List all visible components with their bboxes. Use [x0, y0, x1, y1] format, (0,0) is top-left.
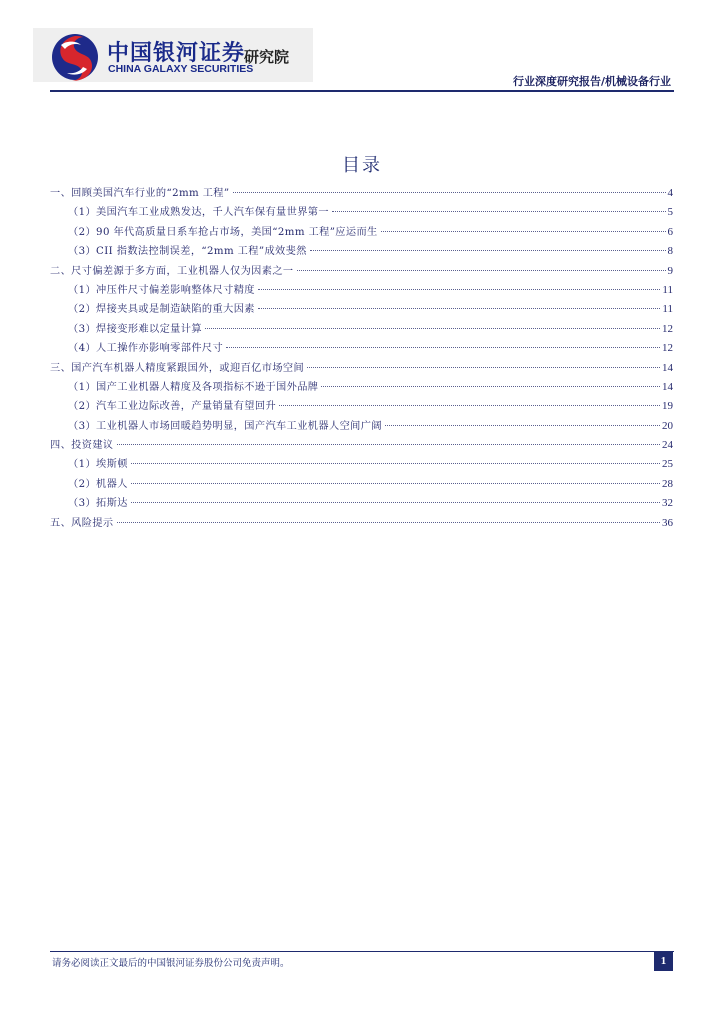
toc-entry-page: 32 — [662, 497, 673, 510]
toc-entry-page: 6 — [667, 225, 673, 238]
toc-dot-leader — [321, 386, 660, 387]
toc-entry[interactable] — [50, 262, 673, 281]
toc-entry-title: （1）美国汽车工业成熟发达，千人汽车保有量世界第一 — [68, 207, 329, 219]
toc-entry-title: 一、回顾美国汽车行业的“2mm 工程” — [50, 188, 230, 199]
toc-entry-page: 8 — [667, 245, 673, 258]
toc-entry[interactable] — [50, 223, 673, 242]
toc-dot-leader — [205, 328, 660, 329]
toc-dot-leader — [258, 308, 661, 309]
toc-entry-title: （1）埃斯顿 — [68, 459, 128, 471]
toc-entry-page: 19 — [662, 400, 673, 413]
toc-entry[interactable] — [50, 203, 673, 222]
footer-divider — [50, 951, 674, 952]
toc-dot-leader — [258, 289, 661, 290]
toc-entry-title: 三、国产汽车机器人精度紧跟国外，或迎百亿市场空间 — [50, 362, 305, 374]
toc-entry[interactable] — [50, 475, 673, 494]
toc-entry-page: 20 — [662, 419, 673, 432]
toc-entry-title: （3）焊接变形难以定量计算 — [68, 323, 202, 335]
table-of-contents — [50, 184, 673, 533]
toc-entry-page: 25 — [662, 458, 673, 471]
toc-entry-page: 5 — [667, 206, 673, 219]
toc-entry[interactable] — [50, 242, 673, 261]
toc-dot-leader — [381, 231, 666, 232]
toc-dot-leader — [307, 367, 660, 368]
galaxy-logo-icon — [47, 31, 103, 83]
toc-dot-leader — [297, 270, 666, 271]
toc-entry[interactable] — [50, 397, 673, 416]
toc-entry-title: （4）人工操作亦影响零部件尺寸 — [68, 343, 224, 355]
toc-entry[interactable] — [50, 281, 673, 300]
header-divider — [50, 90, 674, 92]
toc-dot-leader — [279, 405, 660, 406]
footer-disclaimer: 请务必阅读正文最后的中国银河证券股份公司免责声明。 — [52, 958, 290, 969]
toc-entry-title: （2）90 年代高质量日系车抢占市场，美国“2mm 工程”应运而生 — [68, 226, 378, 238]
toc-entry-title: （2）汽车工业边际改善，产量销量有望回升 — [68, 401, 277, 413]
toc-entry-page: 24 — [662, 439, 673, 452]
toc-entry-title: （3）工业机器人市场回暖趋势明显，国产汽车工业机器人空间广阔 — [68, 420, 382, 432]
toc-dot-leader — [117, 522, 660, 523]
toc-entry[interactable] — [50, 359, 673, 378]
toc-entry-title: （3）拓斯达 — [68, 498, 128, 510]
toc-entry[interactable] — [50, 455, 673, 474]
toc-dot-leader — [117, 444, 660, 445]
toc-entry-page: 12 — [662, 342, 673, 355]
toc-entry[interactable] — [50, 320, 673, 339]
toc-entry[interactable] — [50, 514, 673, 533]
page-number: 1 — [654, 952, 673, 971]
toc-entry-page: 28 — [662, 477, 673, 490]
toc-entry-title: （1）国产工业机器人精度及各项指标不逊于国外品牌 — [68, 381, 319, 393]
toc-entry-title: （1）冲压件尺寸偏差影响整体尺寸精度 — [68, 284, 255, 296]
toc-entry-title: 五、风险提示 — [50, 517, 114, 529]
toc-dot-leader — [385, 425, 660, 426]
toc-entry-title: 四、投资建议 — [50, 440, 114, 452]
logo-english-name: CHINA GALAXY SECURITIES — [108, 63, 254, 75]
toc-entry-page: 14 — [662, 361, 673, 374]
toc-entry[interactable] — [50, 184, 673, 203]
toc-entry-title: （2）机器人 — [68, 478, 128, 490]
toc-dot-leader — [131, 483, 660, 484]
toc-entry[interactable] — [50, 378, 673, 397]
toc-entry-page: 12 — [662, 322, 673, 335]
toc-entry-title: （3）CII 指数法控制误差，“2mm 工程”成效斐然 — [68, 246, 307, 258]
toc-dot-leader — [226, 347, 660, 348]
institute-label: 研究院 — [244, 48, 290, 66]
toc-entry-page: 14 — [662, 380, 673, 393]
toc-entry[interactable] — [50, 339, 673, 358]
report-type: 行业深度研究报告/机械设备行业 — [512, 75, 671, 88]
toc-dot-leader — [332, 211, 666, 212]
toc-entry[interactable] — [50, 494, 673, 513]
toc-dot-leader — [131, 502, 660, 503]
toc-entry[interactable] — [50, 300, 673, 319]
toc-entry-page: 36 — [662, 516, 673, 529]
toc-dot-leader — [131, 463, 660, 464]
toc-entry-title: 二、尺寸偏差源于多方面，工业机器人仅为因素之一 — [50, 265, 294, 277]
toc-dot-leader — [310, 250, 666, 251]
toc-entry-page: 11 — [662, 303, 673, 316]
toc-entry-title: （2）焊接夹具或是制造缺陷的重大因素 — [68, 304, 255, 316]
toc-entry[interactable] — [50, 436, 673, 455]
logo-chinese-name: 中国银河证券 — [107, 41, 246, 66]
toc-entry-page: 9 — [667, 264, 673, 277]
toc-entry-page: 11 — [662, 283, 673, 296]
toc-title: 目录 — [342, 155, 382, 176]
toc-entry-page: 4 — [667, 187, 673, 199]
toc-dot-leader — [233, 192, 666, 193]
toc-entry[interactable] — [50, 417, 673, 436]
